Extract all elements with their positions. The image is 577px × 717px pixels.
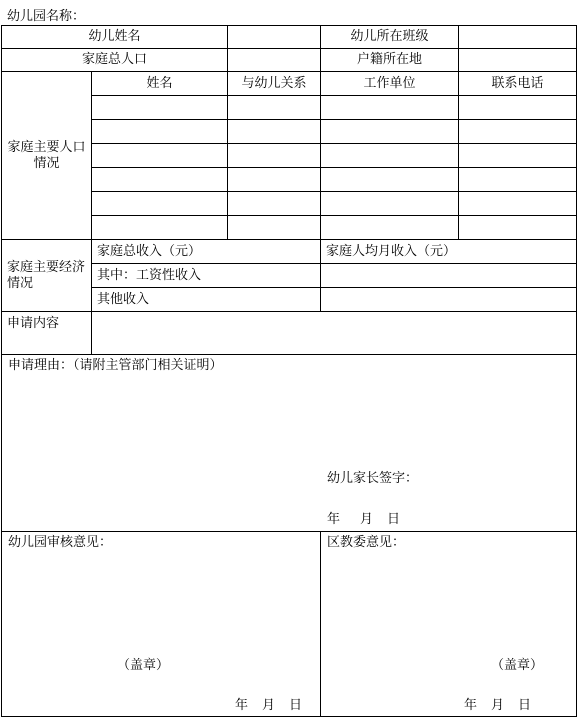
member-name-cell[interactable] xyxy=(92,192,228,216)
education-committee-seal-label: （盖章） xyxy=(491,658,544,673)
education-committee-cell[interactable] xyxy=(321,532,577,717)
kindergarten-review-label: 幼儿园审核意见： xyxy=(8,535,113,550)
child-class-field[interactable] xyxy=(459,26,577,49)
member-relation-cell[interactable] xyxy=(228,96,321,120)
member-name-cell[interactable] xyxy=(92,216,228,240)
member-workplace-cell[interactable] xyxy=(321,168,459,192)
date-year: 年 xyxy=(464,698,478,713)
member-relation-cell[interactable] xyxy=(228,144,321,168)
economy-row-1 xyxy=(2,240,577,264)
family-members-section-label: 家庭主要人口情况 xyxy=(2,72,92,240)
other-income-field[interactable] xyxy=(321,288,577,312)
family-total-label: 家庭总人口 xyxy=(2,49,228,72)
application-form-table xyxy=(1,25,577,717)
other-income-label: 其他收入 xyxy=(92,288,321,312)
column-name: 姓名 xyxy=(92,72,228,96)
application-reason-row xyxy=(2,355,577,532)
date-month: 月 xyxy=(491,698,505,713)
family-info-row xyxy=(2,49,577,72)
member-name-cell[interactable] xyxy=(92,96,228,120)
reason-date xyxy=(327,512,400,528)
hukou-location-label: 户籍所在地 xyxy=(321,49,459,72)
date-year: 年 xyxy=(235,698,249,713)
member-name-cell[interactable] xyxy=(92,144,228,168)
application-content-field[interactable] xyxy=(92,312,577,355)
date-month: 月 xyxy=(360,512,374,527)
column-relation: 与幼儿关系 xyxy=(228,72,321,96)
member-relation-cell[interactable] xyxy=(228,120,321,144)
application-reason-cell[interactable] xyxy=(2,355,577,532)
child-class-label: 幼儿所在班级 xyxy=(321,26,459,49)
member-phone-cell[interactable] xyxy=(459,120,577,144)
member-workplace-cell[interactable] xyxy=(321,192,459,216)
per-capita-income-label: 家庭人均月收入（元） xyxy=(321,240,577,264)
education-committee-label: 区教委意见： xyxy=(327,535,406,550)
date-day: 日 xyxy=(387,512,401,527)
total-income-label: 家庭总收入（元） xyxy=(92,240,321,264)
member-workplace-cell[interactable] xyxy=(321,216,459,240)
member-relation-cell[interactable] xyxy=(228,216,321,240)
date-month: 月 xyxy=(262,698,276,713)
member-workplace-cell[interactable] xyxy=(321,96,459,120)
member-workplace-cell[interactable] xyxy=(321,120,459,144)
date-day: 日 xyxy=(289,698,303,713)
child-name-field[interactable] xyxy=(228,26,321,49)
child-name-label: 幼儿姓名 xyxy=(2,26,228,49)
member-phone-cell[interactable] xyxy=(459,144,577,168)
member-relation-cell[interactable] xyxy=(228,192,321,216)
members-header-row xyxy=(2,72,577,96)
kindergarten-review-date xyxy=(235,698,302,714)
wage-income-label: 其中：工资性收入 xyxy=(92,264,321,288)
parent-signature-label: 幼儿家长签字： xyxy=(327,471,419,486)
hukou-location-field[interactable] xyxy=(459,49,577,72)
application-content-label: 申请内容 xyxy=(2,312,92,355)
child-info-row xyxy=(2,26,577,49)
family-economy-section-label: 家庭主要经济情况 xyxy=(2,240,92,312)
member-relation-cell[interactable] xyxy=(228,168,321,192)
date-day: 日 xyxy=(518,698,532,713)
member-phone-cell[interactable] xyxy=(459,168,577,192)
member-name-cell[interactable] xyxy=(92,168,228,192)
family-total-field[interactable] xyxy=(228,49,321,72)
date-year: 年 xyxy=(327,512,341,527)
per-capita-income-field[interactable] xyxy=(321,264,577,288)
application-reason-label: 申请理由：（请附主管部门相关证明） xyxy=(8,358,223,373)
member-workplace-cell[interactable] xyxy=(321,144,459,168)
kindergarten-name-label: 幼儿园名称： xyxy=(7,9,86,24)
application-content-row xyxy=(2,312,577,355)
education-committee-date xyxy=(464,698,531,714)
member-phone-cell[interactable] xyxy=(459,216,577,240)
column-workplace: 工作单位 xyxy=(321,72,459,96)
member-phone-cell[interactable] xyxy=(459,192,577,216)
column-phone: 联系电话 xyxy=(459,72,577,96)
kindergarten-review-cell[interactable] xyxy=(2,532,321,717)
opinions-row xyxy=(2,532,577,717)
kindergarten-seal-label: （盖章） xyxy=(117,658,170,673)
member-phone-cell[interactable] xyxy=(459,96,577,120)
member-name-cell[interactable] xyxy=(92,120,228,144)
